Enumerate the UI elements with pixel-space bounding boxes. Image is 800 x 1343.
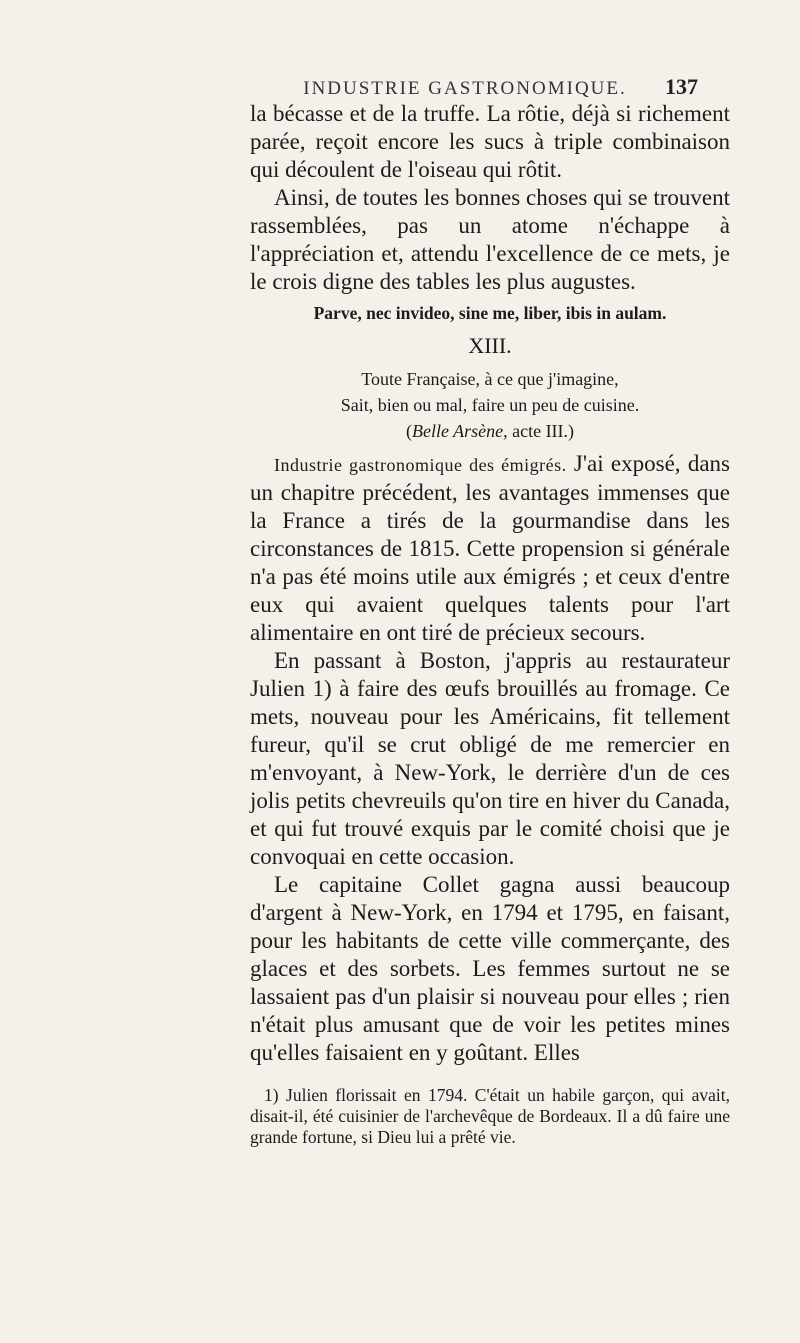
section-heading: Industrie gastronomique des émigrés. — [274, 455, 567, 475]
paragraph-3 — [250, 450, 730, 647]
paragraph-2: Ainsi, de toutes les bonnes choses qui se trouvent rassemblées, pas un atome n'échappe à l'appréciation et, attendu l'excellence de ce mets, je le crois digne des tables les plus augustes. — [250, 185, 730, 294]
paragraph-5: Le capitaine Collet gagna aussi beaucoup d'argent à New-York, en 1794 et 1795, en faisant, pour les habitants de cette ville commerçante, des glaces et des sorbets. Les femmes surtout ne se lassaient pas d'un plaisir si nouveau pour elles ; rien n'était plus amusant que de voir les petites mines qu'elles faisaient en y goûtant. Elles — [250, 872, 730, 1065]
verse-line-1: Toute Française, à ce que j'imagine, — [361, 369, 619, 389]
latin-epigraph: Parve, nec invideo, sine me, liber, ibis in aulam. — [313, 303, 667, 323]
section-number: XIII. — [468, 333, 512, 358]
footnote: 1) Julien florissait en 1794. C'était un habile garçon, qui avait, disait-il, été cuisinier de l'archevêque de Bordeaux. Il a dû faire une grande fortune, si Dieu lui a prêté vie. — [250, 1085, 730, 1147]
page-body — [250, 100, 730, 1148]
verse-source-title: Belle Arsène — [411, 421, 504, 441]
page-number: 137 — [665, 74, 698, 99]
paragraph-1: la bécasse et de la truffe. La rôtie, déjà si richement parée, reçoit encore les sucs à triple combinaison qui découlent de l'oiseau qui rôtit. — [250, 101, 730, 182]
paragraph-4: En passant à Boston, j'appris au restaurateur Julien 1) à faire des œufs brouillés au fromage. Ce mets, nouveau pour les Américains, fit tellement fureur, qu'il se crut obligé de me remercier en m'envoyant, à New-York, le derrière d'un de ces jolis petits chevreuils qu'on tire en hiver du Canada, et qui fut trouvé exquis par le comité choisi que je convoquai en cette occasion. — [250, 648, 730, 869]
paragraph-3-text: J'ai exposé, dans un chapitre précédent, les avantages immenses que la France a tirés de la gourmandise dans les circonstances de 1815. Cette propension si générale n'a pas été moins utile aux émigrés ; et ceux d'entre eux qui avaient quelques talents pour l'art alimentaire en ont tiré de précieux secours. — [250, 451, 730, 645]
verse-source: (Belle Arsène, acte III.) — [405, 421, 575, 441]
running-title: INDUSTRIE GASTRONOMIQUE. — [303, 78, 627, 99]
verse-line-2: Sait, bien ou mal, faire un peu de cuisine. — [340, 395, 640, 415]
verse-source-act: , acte III. — [503, 421, 569, 441]
